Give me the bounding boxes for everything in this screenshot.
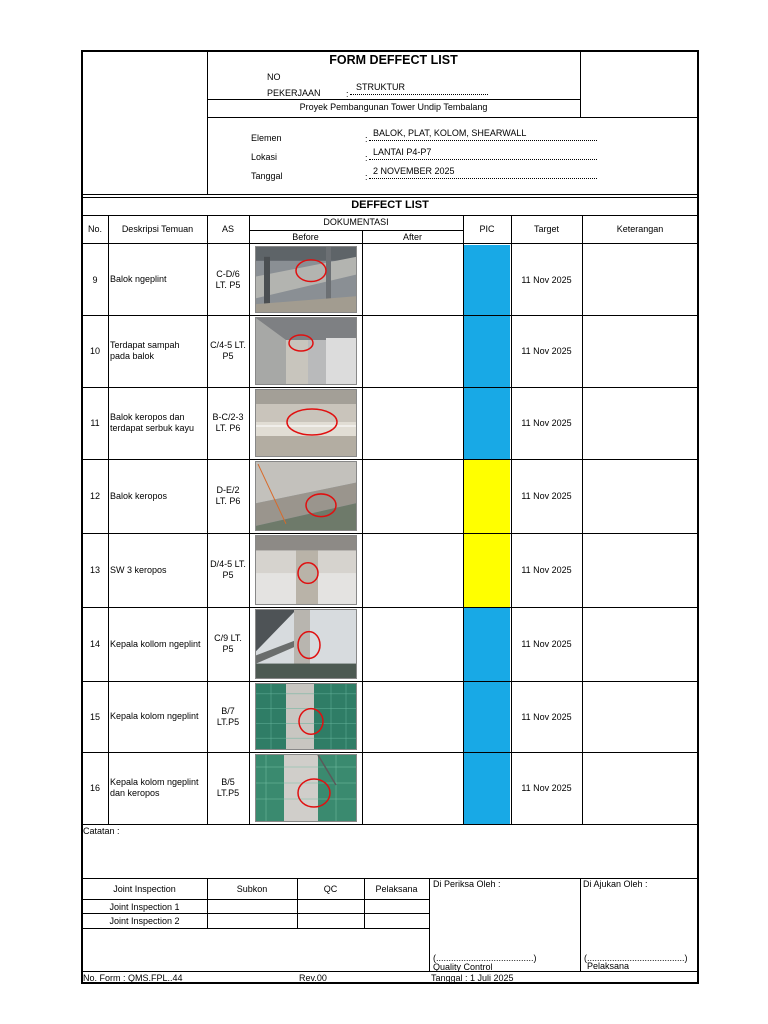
row-number-text: 11 xyxy=(90,418,100,428)
row-number-text: 10 xyxy=(89,346,100,356)
row-number-text: 12 xyxy=(89,491,100,501)
target-date: 11 Nov 2025 xyxy=(521,565,572,575)
target-date: 11 Nov 2025 xyxy=(521,418,572,428)
form-title: FORM DEFFECT LIST xyxy=(329,53,458,67)
header-line-3 xyxy=(82,194,698,195)
pic-indicator xyxy=(464,682,510,752)
pelaksana-signature-blank: (.......................................) xyxy=(584,953,688,963)
description-line: pada balok xyxy=(110,351,155,361)
col-header-dokumentasi: DOKUMENTASI xyxy=(323,217,389,227)
col-header-pic: PIC xyxy=(479,224,495,234)
row-description xyxy=(110,274,207,285)
row-description xyxy=(110,711,207,722)
col-line-6 xyxy=(511,215,512,824)
row-description xyxy=(110,639,207,650)
pelaksana-role: Pelaksana xyxy=(587,961,630,971)
target-date: 11 Nov 2025 xyxy=(521,274,572,285)
row-description xyxy=(110,412,207,434)
table-bottom xyxy=(82,824,698,825)
table-row-line xyxy=(82,387,698,388)
row-target xyxy=(511,274,582,286)
as-line: B/7 xyxy=(221,705,235,716)
as-line: LT.P5 xyxy=(216,716,240,727)
target-date: 11 Nov 2025 xyxy=(521,346,572,356)
row-number xyxy=(82,564,108,576)
table-title-line xyxy=(82,197,698,198)
row-as xyxy=(207,412,249,434)
elemen-underline xyxy=(369,140,597,141)
qc-role: Quality Control xyxy=(433,962,493,972)
col-header-after: After xyxy=(402,232,422,242)
pic-indicator xyxy=(464,245,510,315)
pic-indicator xyxy=(464,388,510,459)
target-date: 11 Nov 2025 xyxy=(521,711,572,722)
row-as xyxy=(207,706,249,728)
before-photo xyxy=(255,317,357,385)
description-line: Kepala kolom ngeplint xyxy=(110,711,199,721)
row-as xyxy=(207,633,249,655)
form-number: No. Form : QMS.FPL..44 xyxy=(83,973,183,983)
joint-inspection-2: Joint Inspection 2 xyxy=(109,916,180,926)
row-description xyxy=(110,777,207,799)
row-description xyxy=(110,340,207,362)
tanggal-value: 2 NOVEMBER 2025 xyxy=(373,166,455,176)
joint-header-bottom xyxy=(82,899,429,900)
description-line: Kepala kollom ngeplint xyxy=(110,638,201,649)
as-line: LT.P5 xyxy=(216,788,240,798)
as-line: C/9 LT. xyxy=(214,633,242,643)
col-line-2 xyxy=(207,215,208,824)
row-number xyxy=(82,345,108,357)
as-line: B/5 xyxy=(221,777,235,787)
target-date: 11 Nov 2025 xyxy=(521,639,572,649)
col-line-7 xyxy=(582,215,583,824)
col-line-3 xyxy=(249,215,250,824)
form-revision: Rev.00 xyxy=(299,973,327,983)
row-number-text: 9 xyxy=(92,274,98,285)
diperiksa-oleh-label: Di Periksa Oleh : xyxy=(433,879,501,889)
col-line-4 xyxy=(362,230,363,824)
as-line: P5 xyxy=(222,570,234,580)
table-row-line xyxy=(82,533,698,534)
pic-indicator xyxy=(464,460,510,533)
col-header-deskripsi: Deskripsi Temuan xyxy=(121,224,194,234)
before-photo xyxy=(255,461,357,531)
row-number-text: 13 xyxy=(89,565,100,575)
as-line: C/4-5 LT. xyxy=(210,340,246,350)
row-number xyxy=(82,711,108,723)
form-frame xyxy=(81,50,699,984)
table-row-line xyxy=(82,752,698,753)
header-divider-right xyxy=(580,51,581,117)
table-title: DEFFECT LIST xyxy=(351,199,429,211)
row-number xyxy=(82,782,108,794)
table-header-top xyxy=(82,215,698,216)
col-header-as: AS xyxy=(221,224,234,234)
form-date: Tanggal : 1 Juli 2025 xyxy=(431,973,514,983)
col-header-keterangan: Keterangan xyxy=(616,224,664,234)
description-line: SW 3 keropos xyxy=(110,564,167,575)
col-header-no: No. xyxy=(87,224,102,234)
header-divider-left xyxy=(207,51,208,194)
as-line: LT. P6 xyxy=(215,423,241,433)
col-line-1 xyxy=(108,215,109,824)
pekerjaan-label: PEKERJAAN xyxy=(267,88,321,98)
as-line: LT. P6 xyxy=(215,496,241,506)
sign-col-1 xyxy=(429,878,430,971)
diajukan-oleh-label: Di Ajukan Oleh : xyxy=(583,879,648,889)
row-target xyxy=(511,564,582,576)
as-line: P5 xyxy=(222,351,234,361)
qc-header: QC xyxy=(323,884,338,894)
row-target xyxy=(511,782,582,794)
row-as xyxy=(207,777,249,799)
joint-row1-bottom xyxy=(82,913,429,914)
tanggal-underline xyxy=(369,178,597,179)
as-line: B-C/2-3 xyxy=(212,412,244,422)
target-date: 11 Nov 2025 xyxy=(521,783,572,793)
table-row-line xyxy=(82,681,698,682)
pic-indicator xyxy=(464,753,510,824)
description-line: Balok keropos dan xyxy=(110,412,185,422)
lokasi-value: LANTAI P4-P7 xyxy=(373,147,432,157)
col-header-target: Target xyxy=(533,224,559,234)
row-number xyxy=(82,638,108,650)
pelaksana-header: Pelaksana xyxy=(375,884,418,894)
as-line: D/4-5 LT. xyxy=(210,559,246,569)
as-line: C-D/6 xyxy=(216,268,240,279)
pic-indicator xyxy=(464,534,510,607)
lokasi-colon: : xyxy=(365,153,368,163)
row-as xyxy=(207,485,249,507)
project-name: Proyek Pembangunan Tower Undip Tembalang xyxy=(299,102,488,112)
joint-inspection-header: Joint Inspection xyxy=(113,884,176,894)
description-line: Terdapat sampah xyxy=(110,340,180,350)
catatan-label: Catatan : xyxy=(83,826,120,836)
elemen-label: Elemen xyxy=(251,133,282,143)
no-label: NO xyxy=(267,72,281,82)
col-header-before: Before xyxy=(292,232,319,242)
as-line: D-E/2 xyxy=(216,485,240,495)
row-number xyxy=(82,417,108,429)
row-number xyxy=(82,490,108,502)
joint-row2-bottom xyxy=(82,928,429,929)
pic-indicator xyxy=(464,316,510,387)
pekerjaan-value: STRUKTUR xyxy=(356,82,405,92)
description-line: dan keropos xyxy=(110,788,160,798)
pekerjaan-colon: : xyxy=(346,89,349,99)
before-photo xyxy=(255,683,357,750)
before-photo xyxy=(255,609,357,679)
elemen-value: BALOK, PLAT, KOLOM, SHEARWALL xyxy=(373,128,527,138)
row-description xyxy=(110,565,207,576)
subkon-header: Subkon xyxy=(236,884,268,894)
row-as xyxy=(207,340,249,362)
target-date: 11 Nov 2025 xyxy=(521,491,572,501)
table-row-line xyxy=(82,607,698,608)
lokasi-label: Lokasi xyxy=(251,152,278,162)
before-photo xyxy=(255,389,357,457)
row-as xyxy=(207,269,249,291)
lokasi-underline xyxy=(369,159,597,160)
description-line: terdapat serbuk kayu xyxy=(110,423,195,433)
row-description xyxy=(110,491,207,502)
before-photo xyxy=(255,246,357,313)
table-row-line xyxy=(82,315,698,316)
table-row-line xyxy=(82,459,698,460)
as-line: P5 xyxy=(222,644,234,654)
before-photo xyxy=(255,754,357,822)
row-as xyxy=(207,559,249,581)
dokumentasi-divider xyxy=(249,230,463,231)
as-line: LT. P5 xyxy=(215,279,241,290)
row-target xyxy=(511,490,582,502)
pekerjaan-underline xyxy=(350,94,488,95)
row-number-text: 14 xyxy=(89,639,100,649)
before-photo xyxy=(255,535,357,605)
row-target xyxy=(511,345,582,357)
row-target xyxy=(511,638,582,650)
tanggal-label: Tanggal xyxy=(251,171,283,181)
elemen-colon: : xyxy=(365,134,368,144)
description-line: Balok keropos xyxy=(110,490,168,501)
header-line-1 xyxy=(207,99,580,100)
joint-inspection-1: Joint Inspection 1 xyxy=(109,902,180,912)
row-number-text: 15 xyxy=(89,711,100,722)
description-line: Kepala kolom ngeplint xyxy=(110,777,199,787)
table-header-bottom xyxy=(82,243,698,244)
sign-col-2 xyxy=(580,878,581,971)
pic-indicator xyxy=(464,608,510,681)
tanggal-colon: : xyxy=(365,172,368,182)
description-line: Balok ngeplint xyxy=(110,274,167,284)
row-number-text: 16 xyxy=(89,783,100,793)
row-number xyxy=(82,274,108,286)
header-line-2 xyxy=(207,117,698,118)
row-target xyxy=(511,711,582,723)
row-target xyxy=(511,417,582,429)
qc-signature-blank: (.......................................) xyxy=(433,953,537,963)
